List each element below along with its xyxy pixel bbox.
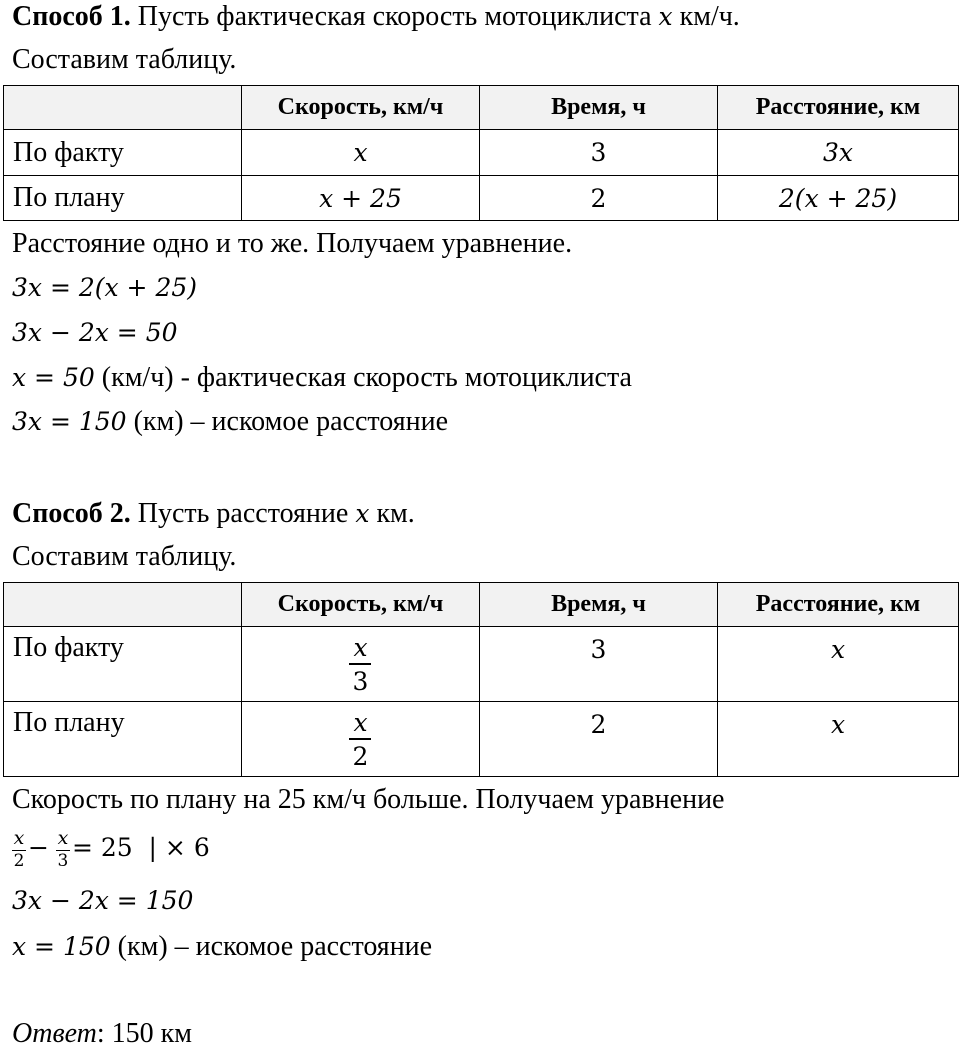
distance-cell: 2(x + 25) <box>718 176 959 221</box>
method1-intro: Составим таблицу. <box>12 44 237 75</box>
table-row <box>4 130 959 176</box>
speed-cell: x + 25 <box>242 176 480 221</box>
method1-header-distance: Расстояние, км <box>718 86 959 130</box>
answer-line <box>12 1017 192 1051</box>
method2-intro: Составим таблицу. <box>12 541 237 572</box>
method2-note: Скорость по плану на 25 км/ч больше. Получаем уравнение <box>12 784 725 815</box>
method1-heading-var: x <box>658 2 673 31</box>
row-label: По плану <box>4 176 242 221</box>
time-cell: 2 <box>480 702 718 777</box>
equation-rest: = 25 | × 6 <box>71 833 210 862</box>
method1-equation-3-math: x = 50 <box>12 363 95 392</box>
speed-cell <box>242 702 480 777</box>
method1-equation-4-math: 3x = 150 <box>12 407 127 436</box>
time-cell: 3 <box>480 130 718 176</box>
equation-fraction-1 <box>12 829 26 870</box>
fraction-denominator: 2 <box>352 741 369 771</box>
method2-equation-3 <box>12 930 432 964</box>
method2-equation-1 <box>12 820 210 876</box>
method1-heading <box>12 0 740 34</box>
table-row <box>4 176 959 221</box>
row-label: По факту <box>4 627 242 702</box>
method1-table-header-row <box>4 86 959 130</box>
row-label: По факту <box>4 130 242 176</box>
table-row <box>4 702 959 777</box>
method2-header-distance: Расстояние, км <box>718 583 959 627</box>
method2-heading <box>12 497 415 531</box>
speed-cell: x <box>242 130 480 176</box>
speed-fraction <box>349 707 371 771</box>
distance-cell: x <box>718 627 959 702</box>
method1-heading-text-a: Пусть фактическая скорость мотоциклиста <box>130 1 659 32</box>
distance-cell: x <box>718 702 959 777</box>
speed-cell <box>242 627 480 702</box>
method2-heading-text-b: км. <box>369 498 415 529</box>
fraction-denominator: 3 <box>57 851 69 872</box>
method2-header-empty <box>4 583 242 627</box>
fraction-numerator: x <box>353 632 368 662</box>
fraction-numerator: x <box>57 827 69 850</box>
method1-label: Способ 1. <box>12 1 131 32</box>
time-cell: 3 <box>480 627 718 702</box>
row-label: По плану <box>4 702 242 777</box>
method2-heading-var: x <box>355 499 370 528</box>
speed-fraction <box>349 632 371 696</box>
answer-label: Ответ <box>12 1018 97 1049</box>
answer-value: : 150 км <box>96 1018 192 1049</box>
table-row <box>4 627 959 702</box>
method1-equation-1: 3x = 2(x + 25) <box>12 273 198 302</box>
fraction-numerator: x <box>353 707 368 737</box>
method1-equation-2: 3x − 2x = 50 <box>12 318 178 347</box>
method1-table <box>3 85 959 221</box>
method2-equation-2: 3x − 2x = 150 <box>12 886 194 915</box>
method1-header-empty <box>4 86 242 130</box>
method1-equation-4 <box>12 405 448 439</box>
fraction-denominator: 2 <box>13 851 25 872</box>
method2-equation-3-math: x = 150 <box>12 932 111 961</box>
method1-header-time: Время, ч <box>480 86 718 130</box>
method2-heading-text-a: Пусть расстояние <box>130 498 356 529</box>
method1-note: Расстояние одно и то же. Получаем уравнение. <box>12 228 573 259</box>
equation-fraction-2 <box>56 829 70 870</box>
method1-heading-text-b: км/ч. <box>672 1 740 32</box>
method2-header-time: Время, ч <box>480 583 718 627</box>
method2-label: Способ 2. <box>12 498 131 529</box>
method2-header-speed: Скорость, км/ч <box>242 583 480 627</box>
method1-equation-3 <box>12 361 632 395</box>
method1-equation-3-text: (км/ч) - фактическая скорость мотоциклиста <box>94 362 632 393</box>
fraction-denominator: 3 <box>352 666 369 696</box>
method2-table-header-row <box>4 583 959 627</box>
method2-table <box>3 582 959 777</box>
time-cell: 2 <box>480 176 718 221</box>
equation-minus: − <box>28 833 49 862</box>
method2-equation-3-text: (км) – искомое расстояние <box>110 931 433 962</box>
fraction-numerator: x <box>13 827 25 850</box>
distance-cell: 3x <box>718 130 959 176</box>
method1-equation-4-text: (км) – искомое расстояние <box>126 406 448 437</box>
method1-header-speed: Скорость, км/ч <box>242 86 480 130</box>
